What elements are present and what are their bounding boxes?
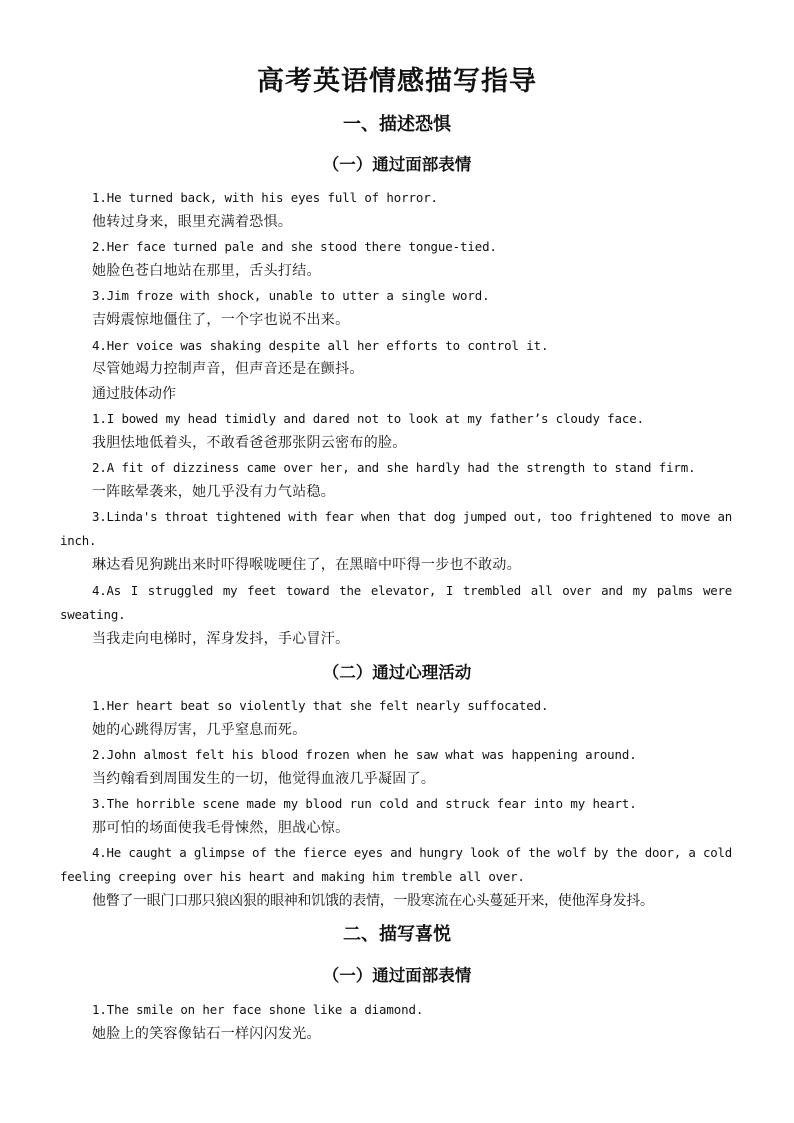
sentence-en: 4.He caught a glimpse of the fierce eyes and hungry look of the wolf by the door, a cold feeling creeping over his heart and making him tremble all over. <box>60 845 732 884</box>
sentence-zh: 一阵眩晕袭来，她几乎没有力气站稳。 <box>92 484 336 500</box>
subsection-heading-mental: （二）通过心理活动 <box>322 663 472 682</box>
sentence-en: 3.The horrible scene made my blood run cold and struck fear into my heart. <box>92 796 637 811</box>
sentence-en: 2.John almost felt his blood frozen when he saw what was happening around. <box>92 747 637 762</box>
sentence-zh: 尽管她竭力控制声音，但声音还是在颤抖。 <box>92 361 364 377</box>
sentence-en: 4.Her voice was shaking despite all her efforts to control it. <box>92 338 549 353</box>
sentence-en: 1.Her heart beat so violently that she felt nearly suffocated. <box>92 698 549 713</box>
sentence-en: 1.The smile on her face shone like a diamond. <box>92 1002 424 1017</box>
sentence-en: 4.As I struggled my feet toward the elevator, I trembled all over and my palms were sweating. <box>60 583 732 622</box>
sentence-zh: 她的心跳得厉害，几乎窒息而死。 <box>92 722 307 738</box>
sentence-zh: 他瞥了一眼门口那只狼凶狠的眼神和饥饿的表情，一股寒流在心头蔓延开来，使他浑身发抖。 <box>92 893 654 909</box>
section-heading-joy: 二、描写喜悦 <box>343 924 451 945</box>
sentence-zh: 当约翰看到周围发生的一切，他觉得血液几乎凝固了。 <box>92 771 436 787</box>
sentence-zh: 当我走向电梯时，浑身发抖，手心冒汗。 <box>92 631 350 647</box>
sentence-en: 3.Linda's throat tightened with fear when that dog jumped out, too frightened to move an inch. <box>60 509 732 548</box>
sentence-en: 2.Her face turned pale and she stood there tongue-tied. <box>92 239 497 254</box>
sentence-zh: 琳达看见狗跳出来时吓得喉咙哽住了，在黑暗中吓得一步也不敢动。 <box>92 557 521 573</box>
subsection-heading-facial: （一）通过面部表情 <box>322 155 472 174</box>
document-title: 高考英语情感描写指导 <box>257 66 537 97</box>
section-heading-fear: 一、描述恐惧 <box>343 114 451 135</box>
sentence-en: 1.He turned back, with his eyes full of horror. <box>92 190 438 205</box>
sentence-en: 3.Jim froze with shock, unable to utter a single word. <box>92 288 490 303</box>
sentence-zh: 她脸色苍白地站在那里，舌头打结。 <box>92 263 321 279</box>
sentence-zh: 我胆怯地低着头，不敢看爸爸那张阴云密布的脸。 <box>92 435 407 451</box>
sentence-zh: 那可怕的场面使我毛骨悚然，胆战心惊。 <box>92 820 350 836</box>
sentence-zh: 她脸上的笑容像钻石一样闪闪发光。 <box>92 1026 321 1042</box>
sentence-en: 2.A fit of dizziness came over her, and she hardly had the strength to stand firm. <box>92 460 696 475</box>
body-action-label: 通过肢体动作 <box>92 386 176 402</box>
subsection-heading-facial-joy: （一）通过面部表情 <box>322 966 472 985</box>
sentence-zh: 他转过身来，眼里充满着恐惧。 <box>92 214 293 230</box>
sentence-en: 1.I bowed my head timidly and dared not to look at my father’s cloudy face. <box>92 411 644 426</box>
sentence-zh: 吉姆震惊地僵住了，一个字也说不出来。 <box>92 312 350 328</box>
